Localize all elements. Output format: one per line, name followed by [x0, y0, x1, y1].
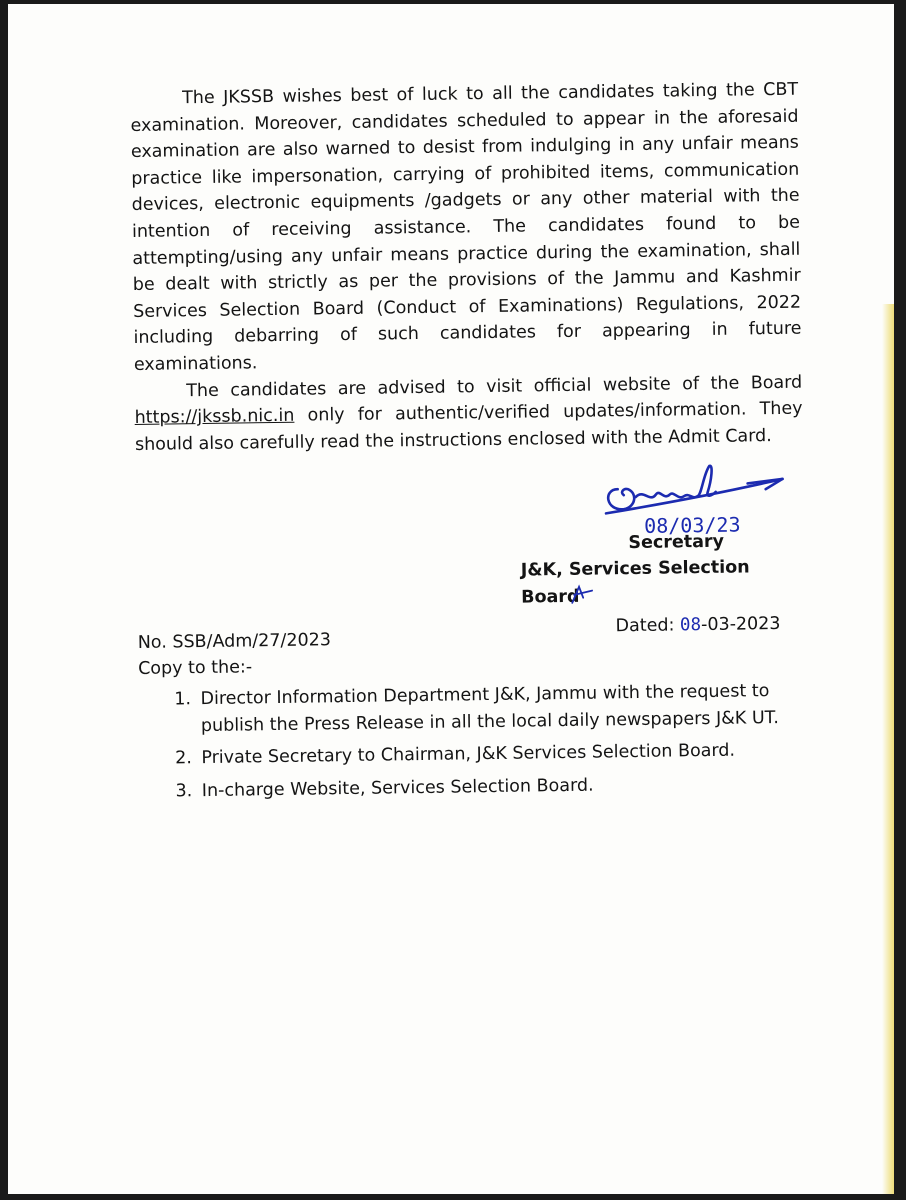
paragraph-warning: The JKSSB wishes best of luck to all the candidates taking the CBT examination. Moreover, candidates scheduled to appear in the aforesaid examination are also warned to desist from indulging in any unfair means practice like impersonation, carrying of prohibited items, communication devices, electronic equipments /gadgets or any other material with the intention of receiving assistance. The candidates found to be attempting/using any unfair means practice during the examination, shall be dealt with strictly as per the provisions of the Jammu and Kashmir Services Selection Board (Conduct of Examinations) Regulations, 2022 including debarring of such candidates for appearing in future examinations.: [130, 79, 802, 375]
dated-field: [615, 611, 780, 640]
paragraph-website-text-2: only for authentic/verified updates/information. They should also carefully read the instructions enclosed with the Admit Card.: [134, 398, 803, 455]
dated-month-year: -03-2023: [700, 614, 781, 636]
signatory-board-name: J&K, Services Selection Board: [520, 557, 750, 608]
copy-to-item: 2. Private Secretary to Chairman, J&K Services Selection Board.: [197, 737, 807, 772]
signatory-designation: Secretary: [628, 532, 725, 554]
copy-to-label: Copy to the:-: [138, 657, 253, 680]
paragraph-website: [134, 369, 803, 458]
copy-to-item: 1. Director Information Department J&K, Jammu with the request to publish the Press Release in all the local daily newspapers J&K UT.: [196, 678, 807, 740]
page-edge-shadow: [882, 304, 894, 1194]
signature-handwritten-date: 08/03/23: [644, 512, 741, 539]
signature-block: [135, 449, 805, 630]
board-website-link[interactable]: https://jkssb.nic.in: [134, 405, 295, 429]
copy-to-list: [138, 678, 808, 806]
notice-body: [130, 77, 808, 812]
copy-to-item: 3. In-charge Website, Services Selection Board.: [198, 769, 808, 804]
dated-day-handwritten: 08: [679, 615, 702, 636]
dated-label: Dated:: [615, 615, 681, 637]
initials-mark: [569, 584, 595, 606]
paragraph-website-text-1: The candidates are advised to visit official website of the Board: [186, 372, 803, 401]
reference-number: No. SSB/Adm/27/2023: [137, 630, 332, 654]
document-page: [8, 4, 894, 1194]
